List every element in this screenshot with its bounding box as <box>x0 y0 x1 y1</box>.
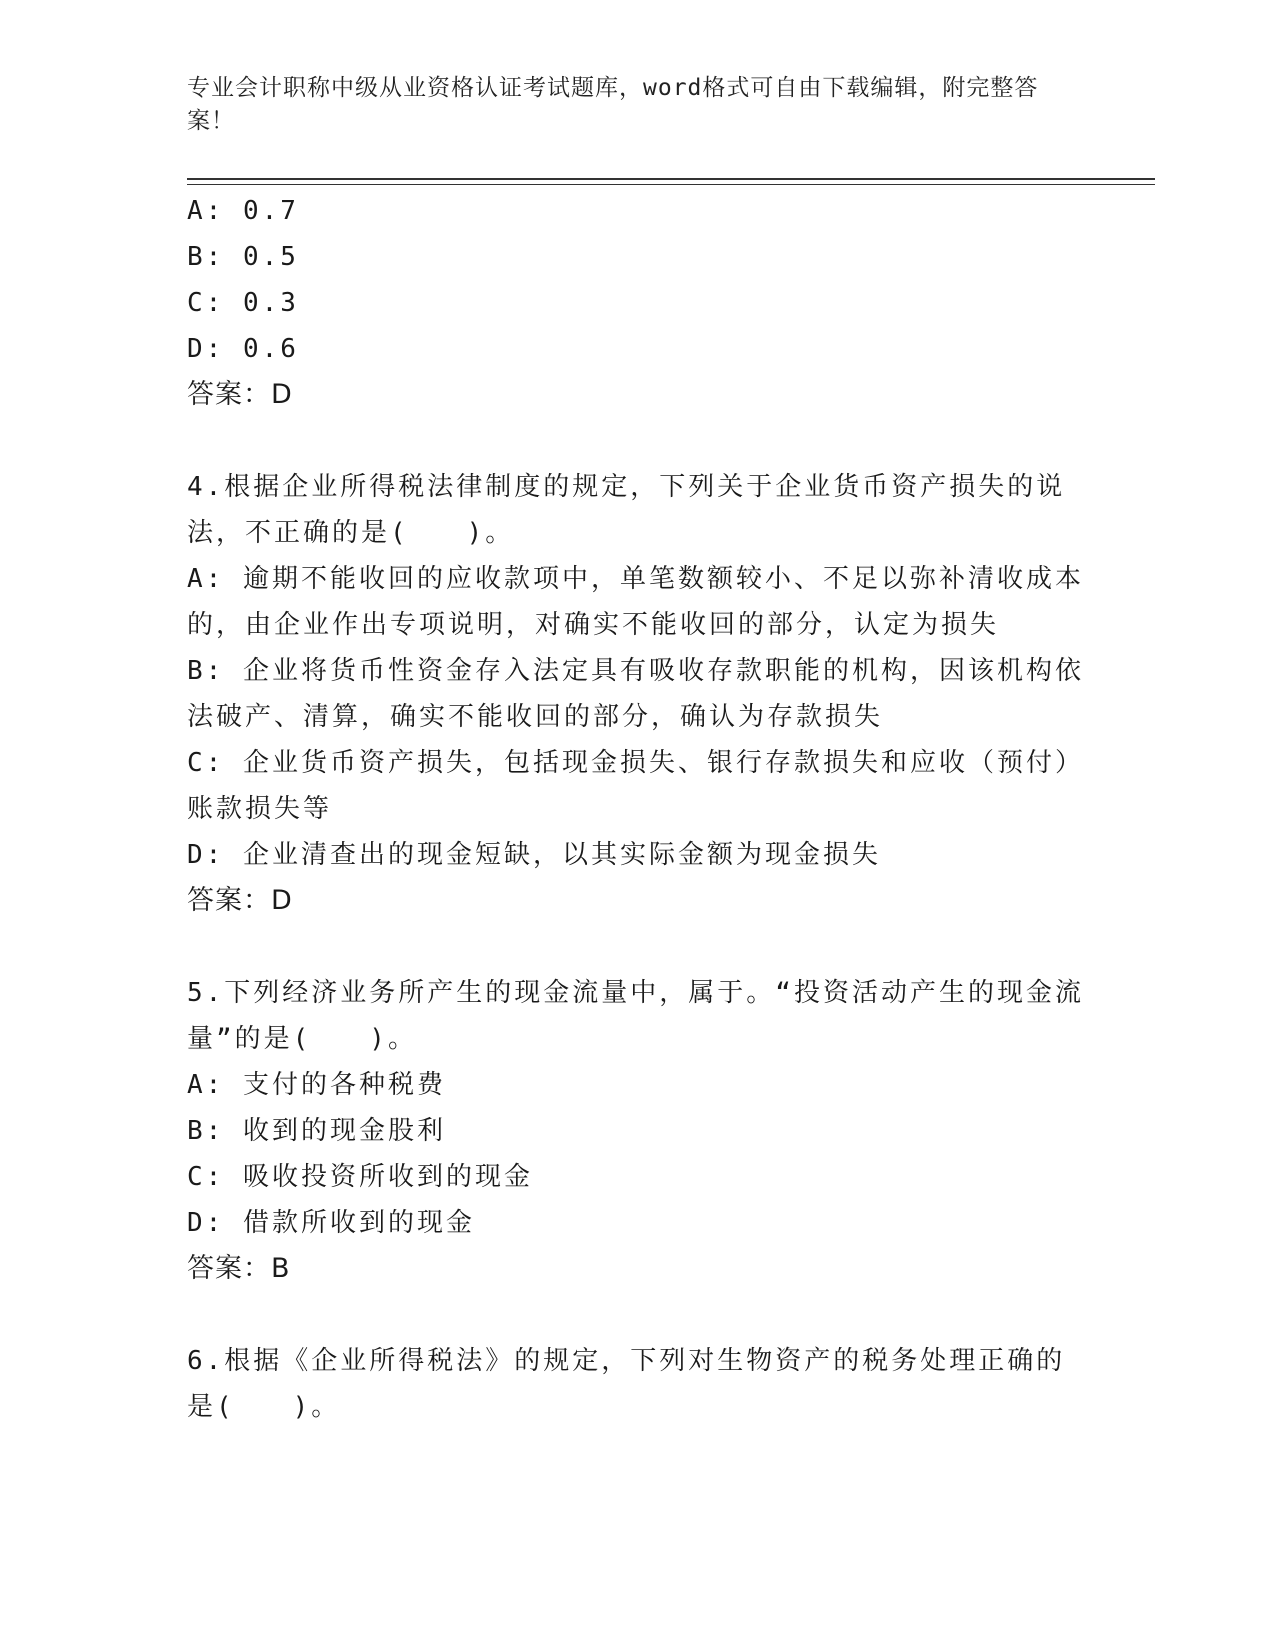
q5-option-a: A: 支付的各种税费 <box>187 1070 446 1100</box>
question-6-block <box>187 1338 1087 1430</box>
spacer <box>187 924 1087 970</box>
spacer <box>187 418 1087 464</box>
q4-option-d: D: 企业清查出的现金短缺，以其实际金额为现金损失 <box>187 840 881 870</box>
q3-option-b: B: 0.5 <box>187 242 299 272</box>
q5-answer: 答案：B <box>187 1253 291 1284</box>
question-content <box>187 188 1087 1430</box>
question-3-block <box>187 188 1087 418</box>
q6-stem: 6.根据《企业所得税法》的规定，下列对生物资产的税务处理正确的是( )。 <box>187 1346 1066 1422</box>
q4-option-c: C: 企业货币资产损失，包括现金损失、银行存款损失和应收（预付）账款损失等 <box>187 748 1084 824</box>
q4-option-b: B: 企业将货币性资金存入法定具有吸收存款职能的机构，因该机构依法破产、清算，确实不能收回的部分，确认为存款损失 <box>187 656 1084 732</box>
q3-option-a: A: 0.7 <box>187 196 299 226</box>
spacer <box>187 1292 1087 1338</box>
q5-option-d: D: 借款所收到的现金 <box>187 1208 475 1238</box>
header-text: 专业会计职称中级从业资格认证考试题库，word格式可自由下载编辑，附完整答案！ <box>187 75 1039 134</box>
q3-answer: 答案：D <box>187 379 293 410</box>
q4-option-a: A: 逾期不能收回的应收款项中，单笔数额较小、不足以弥补清收成本的，由企业作出专项说明，对确实不能收回的部分，认定为损失 <box>187 564 1084 640</box>
q5-stem: 5.下列经济业务所产生的现金流量中，属于。“投资活动产生的现金流量”的是( )。 <box>187 978 1084 1054</box>
question-5-block <box>187 970 1087 1292</box>
q4-stem: 4.根据企业所得税法律制度的规定，下列关于企业货币资产损失的说法，不正确的是( )。 <box>187 472 1066 548</box>
header-divider-thin <box>187 184 1155 185</box>
document-header <box>187 72 1077 138</box>
q5-option-c: C: 吸收投资所收到的现金 <box>187 1162 533 1192</box>
q4-answer: 答案：D <box>187 885 293 916</box>
q5-option-b: B: 收到的现金股利 <box>187 1116 446 1146</box>
question-4-block <box>187 464 1087 924</box>
header-divider-thick <box>187 178 1155 180</box>
q3-option-d: D: 0.6 <box>187 334 299 364</box>
q3-option-c: C: 0.3 <box>187 288 299 318</box>
